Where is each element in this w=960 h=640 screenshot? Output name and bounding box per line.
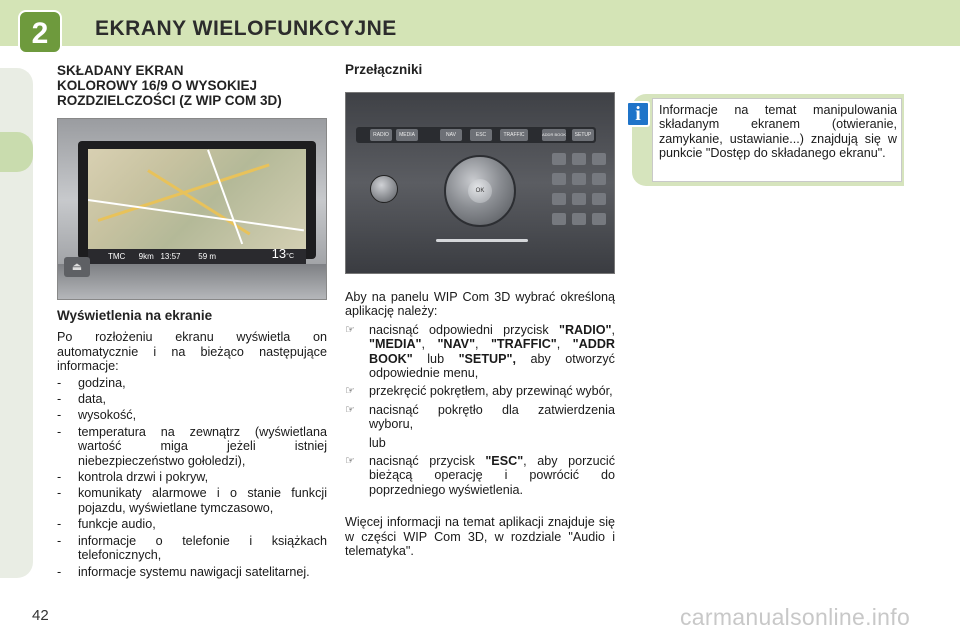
screen-housing <box>58 264 327 300</box>
steps-list-2 <box>345 454 615 497</box>
step-item: ☞ przekręcić pokrętłem, aby przewinąć wybór, <box>345 384 613 399</box>
step-item: ☞ nacisnąć odpowiedni przycisk "RADIO", "MEDIA", "NAV", "TRAFFIC", "ADDR BOOK" lub "SETUP", aby otworzyć odpowiednie menu, <box>345 322 616 381</box>
middle-heading: Przełączniki <box>345 62 423 77</box>
temperature-value: 13 <box>271 246 287 261</box>
time-label: 13:57 <box>160 252 181 261</box>
panel-button-addr-book: ADDR BOOK <box>542 129 566 141</box>
left-subheading: Wyświetlenia na ekranie <box>57 308 213 323</box>
panel-button-radio: RADIO <box>370 129 392 141</box>
list-item: - komunikaty alarmowe i o stanie funkcji pojazdu, wyświetlane tymczasowo, <box>57 486 327 515</box>
page-number: 42 <box>32 607 49 624</box>
panel-button-setup: SETUP <box>572 129 594 141</box>
middle-body <box>345 290 615 559</box>
tmc-label: TMC <box>108 252 126 261</box>
left-heading-line: ROZDZIELCZOŚCI (Z WIP COM 3D) <box>57 93 282 108</box>
knob-ok-label: OK <box>468 179 492 203</box>
list-item: - funkcje audio, <box>57 517 156 532</box>
watermark: carmanualsonline.info <box>680 604 911 630</box>
volume-knob <box>370 175 398 203</box>
list-item: - informacje o telefonie i książkach telefonicznych, <box>57 533 327 563</box>
left-heading <box>57 63 327 108</box>
control-panel-photo <box>345 92 615 274</box>
or-label: lub <box>369 435 386 450</box>
chapter-number: 2 <box>31 17 49 50</box>
list-item: - informacje systemu nawigacji satelitarnej. <box>57 564 310 579</box>
left-body <box>57 309 327 579</box>
fold-icon: ⏏ <box>64 257 90 277</box>
middle-heading-wrap <box>345 63 615 77</box>
screen-photo <box>57 118 327 300</box>
display-info-list <box>57 376 327 579</box>
selector-knob <box>444 155 516 227</box>
list-item: - godzina, <box>57 375 126 390</box>
left-intro: Po rozłożeniu ekranu wyświetla on automatycznie i na bieżąco następujące informacje: <box>57 330 327 374</box>
step-item: ☞ nacisnąć pokrętło dla zatwierdzenia wyboru, <box>345 402 615 432</box>
chapter-title: EKRANY WIELOFUNKCYJNE <box>95 17 397 40</box>
list-item: - wysokość, <box>57 408 137 423</box>
pointing-hand-icon: ☞ <box>345 403 355 416</box>
panel-button-nav: NAV <box>440 129 462 141</box>
navigation-map <box>88 149 306 249</box>
panel-button-esc: ESC <box>470 129 492 141</box>
panel-button-traffic: TRAFFIC <box>500 129 528 141</box>
screen-status-bar <box>88 246 306 265</box>
left-heading-line: SKŁADANY EKRAN <box>57 63 184 78</box>
temperature-unit: °C <box>286 253 294 260</box>
side-chapter-tab <box>0 132 33 172</box>
keypad <box>552 153 610 229</box>
info-icon: i <box>626 101 650 127</box>
middle-intro: Aby na panelu WIP Com 3D wybrać określoną aplikację należy: <box>345 290 615 319</box>
middle-outro: Więcej informacji na temat aplikacji znajduje się w części WIP Com 3D, w rozdziale "Audio i telematyka". <box>345 515 615 559</box>
list-item: - temperatura na zewnątrz (wyświetlana wartość miga jeżeli istniej niebezpieczeństwo gołoledzi), <box>57 424 327 468</box>
left-heading-line: KOLOROWY 16/9 O WYSOKIEJ <box>57 78 258 93</box>
chapter-badge <box>18 10 62 54</box>
range-label: 59 m <box>198 252 217 261</box>
chrome-trim <box>436 239 528 242</box>
distance-label: 9km <box>138 252 154 261</box>
list-item: - data, <box>57 392 107 407</box>
list-item: - kontrola drzwi i pokryw, <box>57 470 209 485</box>
pointing-hand-icon: ☞ <box>345 455 355 468</box>
steps-list <box>345 323 615 432</box>
step-item: ☞ nacisnąć przycisk "ESC", aby porzucić bieżącą operację i powrócić do poprzedniego wyświetlenia. <box>345 454 616 497</box>
pointing-hand-icon: ☞ <box>345 323 355 336</box>
panel-button-media: MEDIA <box>396 129 418 141</box>
pointing-hand-icon: ☞ <box>345 385 355 398</box>
info-text: Informacje na temat manipulowania składanym ekranem (otwieranie, zamykanie, ustawianie...) znajdują się w punkcie "Dostęp do składanego ekranu". <box>659 103 897 161</box>
